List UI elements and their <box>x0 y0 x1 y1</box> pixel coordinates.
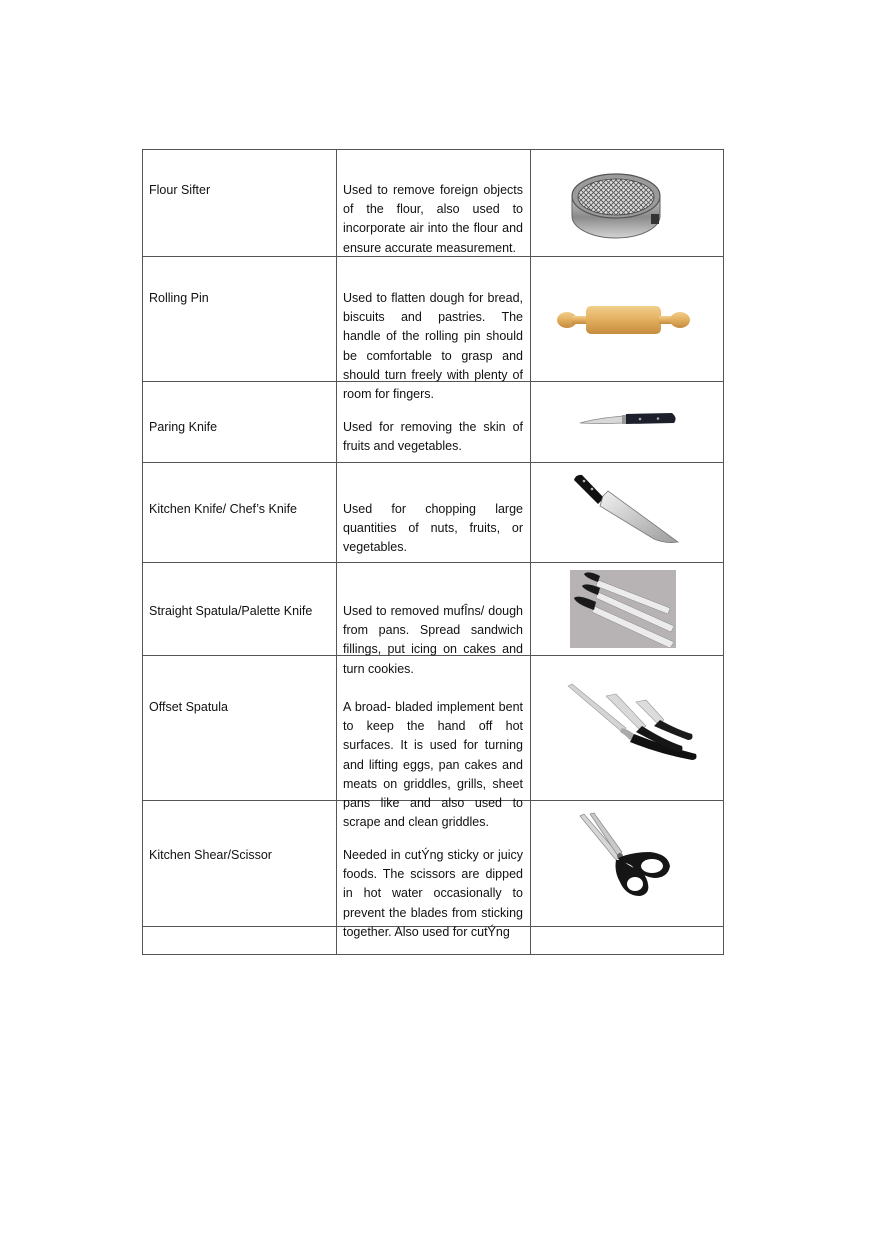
tool-description: A broad- bladed implement bent to keep the hand off hot surfaces. It is used for turning and lifting eggs, pan cakes and meats on griddles, grills, sheet pans like and also used to scrape and clean griddles. <box>343 700 523 830</box>
tool-description: Needed in cutÝng sticky or juicy foods. The scissors are dipped in hot water occasionally to prevent the blades from sticking together. Also used for cutÝng <box>343 848 523 939</box>
kitchen-scissors-icon <box>576 812 676 900</box>
offset-spatulas-icon <box>564 682 702 762</box>
tool-name: Rolling Pin <box>149 291 209 305</box>
rolling-pin-icon <box>556 300 691 340</box>
paring-knife-icon <box>578 408 680 430</box>
table-border-top <box>142 149 724 150</box>
tool-name: Flour Sifter <box>149 183 211 197</box>
tool-description: Used for removing the skin of fruits and vegetables. <box>343 420 523 454</box>
tool-name: Offset Spatula <box>149 700 228 714</box>
chef-knife-icon <box>570 470 685 548</box>
tool-description: Used for chopping large quantities of nuts, fruits, or vegetables. <box>343 502 523 555</box>
tool-name: Kitchen Knife/ Chef’s Knife <box>149 502 297 516</box>
table-divider-col1 <box>336 149 337 955</box>
row-divider <box>142 562 724 563</box>
tool-name: Straight Spatula/Palette Knife <box>149 604 313 618</box>
tool-name: Kitchen Shear/Scissor <box>149 848 272 862</box>
tool-description: Used to removed mufÎns/ dough from pans. Spread sandwich fillings, put icing on cakes and turn cookies. <box>343 604 523 676</box>
tool-name: Paring Knife <box>149 420 218 434</box>
table-border-bottom <box>142 954 724 955</box>
tool-description: Used to flatten dough for bread, biscuits and pastries. The handle of the rolling pin should be comfortable to grasp and should turn freely with plenty of room for fingers. <box>343 291 523 402</box>
palette-knives-icon <box>570 570 676 648</box>
tool-description: Used to remove foreign objects of the flour, also used to incorporate air into the flour and ensure accurate measurement. <box>343 183 523 255</box>
table-border-left <box>142 149 143 955</box>
row-divider <box>142 462 724 463</box>
table-divider-col2 <box>530 149 531 955</box>
flour-sifter-icon <box>566 160 666 250</box>
table-border-right <box>723 149 724 955</box>
